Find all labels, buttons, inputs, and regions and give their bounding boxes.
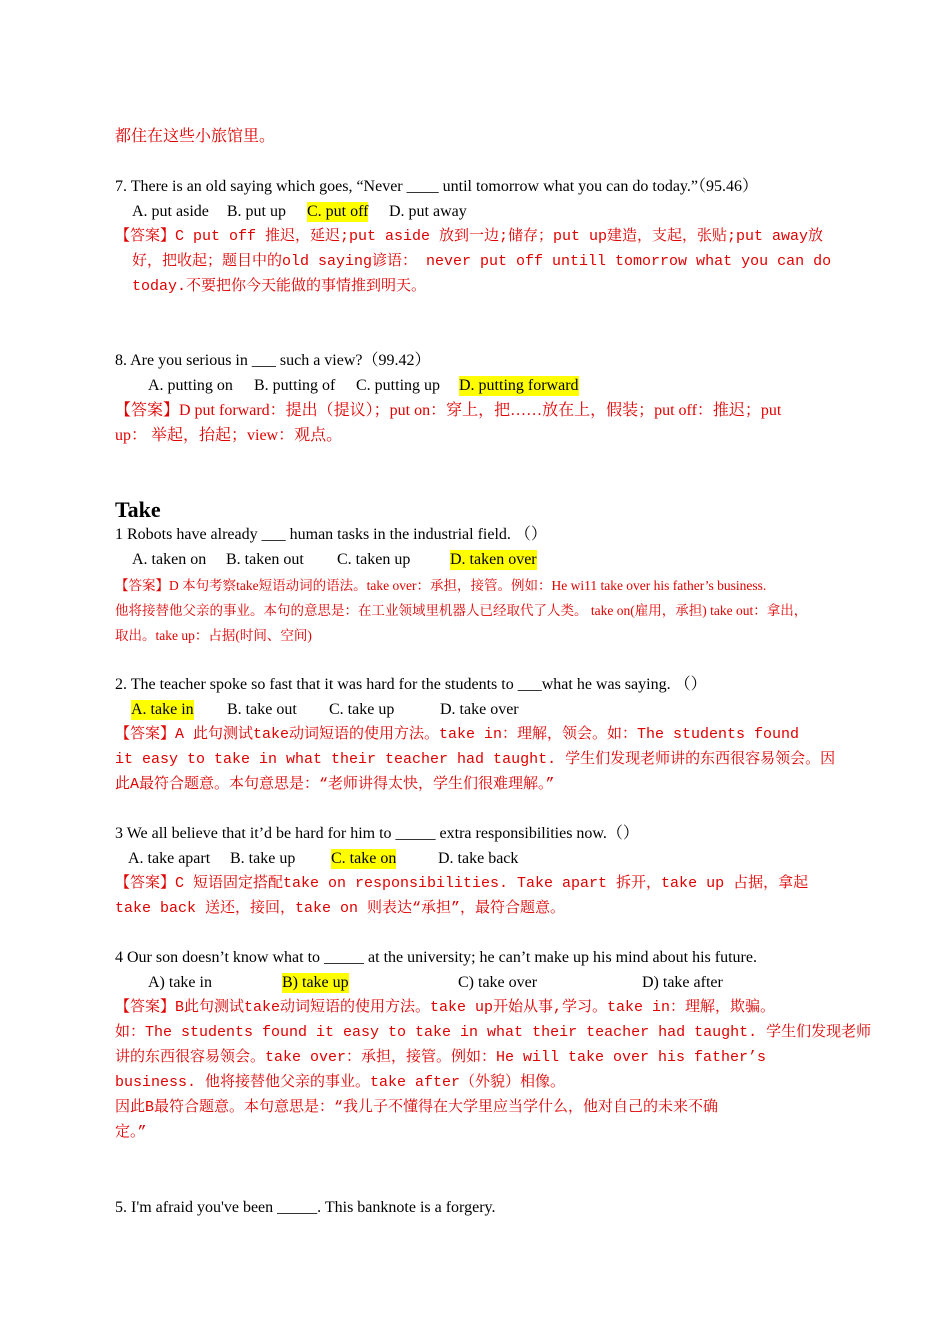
t4-answer-line-6: 定。” [115,1124,147,1141]
q7-option-d: D. put away [389,203,467,220]
t4-answer-line-2: 如：The students found it easy to take in what their teacher had taught. 学生们发现老师 [115,1024,872,1041]
q8-option-a: A. putting on [148,377,233,394]
q7-option-b: B. put up [226,203,286,220]
q8-option-d-correct: D. putting forward [459,377,579,394]
t1-option-c: C. taken up [337,551,411,568]
t4-answer-line-3: 讲的东西很容易领会。take over：承担，接管。例如：He will take over his father’s [115,1049,767,1066]
t4-stem: 4 Our son doesn’t know what to _____ at the university; he can’t make up his mind about his future. [115,949,757,966]
t3-stem: 3 We all believe that it’d be hard for him to _____ extra responsibilities now.（） [115,825,639,842]
t2-stem: 2. The teacher spoke so fast that it was hard for the students to ___what he was saying. （） [115,676,707,693]
q7-options [132,202,286,222]
q8-stem: 8. Are you serious in ___ such a view?（99.42） [115,352,431,369]
t2-answer-line-3: 此A最符合题意。本句意思是：“老师讲得太快，学生们很难理解。” [115,776,555,793]
t3-option-b: B. take up [230,850,296,867]
t4-answer-line-4: business. 他将接替他父亲的事业。take after（外貌）相像。 [115,1074,566,1091]
t3-answer-line-2: take back 送还，接回，take on 则表达“承担”，最符合题意。 [115,900,566,917]
t3-answer-line-1: 【答案】C 短语固定搭配take on responsibilities. Take apart 拆开，take up 占据，拿起 [115,875,809,892]
t1-option-b: B. taken out [226,551,304,568]
t1-answer-line-1: 【答案】D 本句考察take短语动词的语法。take over：承担，接管。例如：He wi11 take over his father’s business. [115,578,767,593]
intro-tail: 都住在这些小旅馆里。 [115,128,276,145]
t4-option-b-correct: B) take up [282,974,349,991]
t1-option-d-correct: D. taken over [450,551,537,568]
t4-option-c: C) take over [458,974,538,991]
t2-answer-line-2: it easy to take in what their teacher had taught. 学生们发现老师讲的东西很容易领会。因 [115,751,836,768]
q7-option-a: A. put aside [132,203,209,220]
t5-stem: 5. I'm afraid you've been _____. This banknote is a forgery. [115,1199,496,1216]
t3-option-c-correct: C. take on [331,850,397,867]
t1-option-a: A. taken on [132,551,207,568]
t1-stem: 1 Robots have already ___ human tasks in the industrial field. （） [115,526,547,543]
q7-stem: 7. There is an old saying which goes, “Never ____ until tomorrow what you can do today.”（95.46） [115,178,758,195]
section-title: Take [115,497,161,522]
q7-answer-line-2: 好，把收起；题目中的old saying谚语： never put off untill tomorrow what you can do [132,253,832,270]
t2-option-c: C. take up [329,701,395,718]
q8-answer-line-1: 【答案】D put forward：提出（提议）；put on：穿上，把……放在上，假装；put off：推迟；put [115,402,782,419]
t3-option-a: A. take apart [128,850,211,867]
t4-answer-line-1: 【答案】B此句测试take动词短语的使用方法。take up开始从事,学习。take in：理解，欺骗。 [115,999,776,1016]
t2-option-d: D. take over [440,701,519,718]
t2-option-a-correct: A. take in [131,701,194,718]
t2-answer-line-1: 【答案】A 此句测试take动词短语的使用方法。take in：理解，领会。如：The students found [115,726,800,743]
t4-answer-line-5: 因此B最符合题意。本句意思是：“我儿子不懂得在大学里应当学什么，他对自己的未来不确 [115,1099,719,1116]
q8-answer-line-2: up： 举起，抬起；view：观点。 [115,427,343,444]
t1-answer-line-3: 取出。take up：占据(时间、空间) [115,628,312,643]
q7-answer-line-1: 【答案】C put off 推迟，延迟;put aside 放到一边;储存；put up建造，支起，张贴;put away放 [115,228,824,245]
q8-option-c: C. putting up [356,377,441,394]
t3-option-d: D. take back [438,850,519,867]
t4-option-a: A) take in [148,974,212,991]
t2-option-b: B. take out [227,701,297,718]
q8-option-b: B. putting of [254,377,336,394]
q7-answer-line-3: today.不要把你今天能做的事情推到明天。 [132,278,427,295]
t1-answer-line-2: 他将接替他父亲的事业。本句的意思是：在工业领域里机器人已经取代了人类。 take on(雇用，承担) take out：拿出， [115,603,808,618]
t4-option-d: D) take after [642,974,723,991]
q7-option-c-correct: C. put off [307,203,369,220]
